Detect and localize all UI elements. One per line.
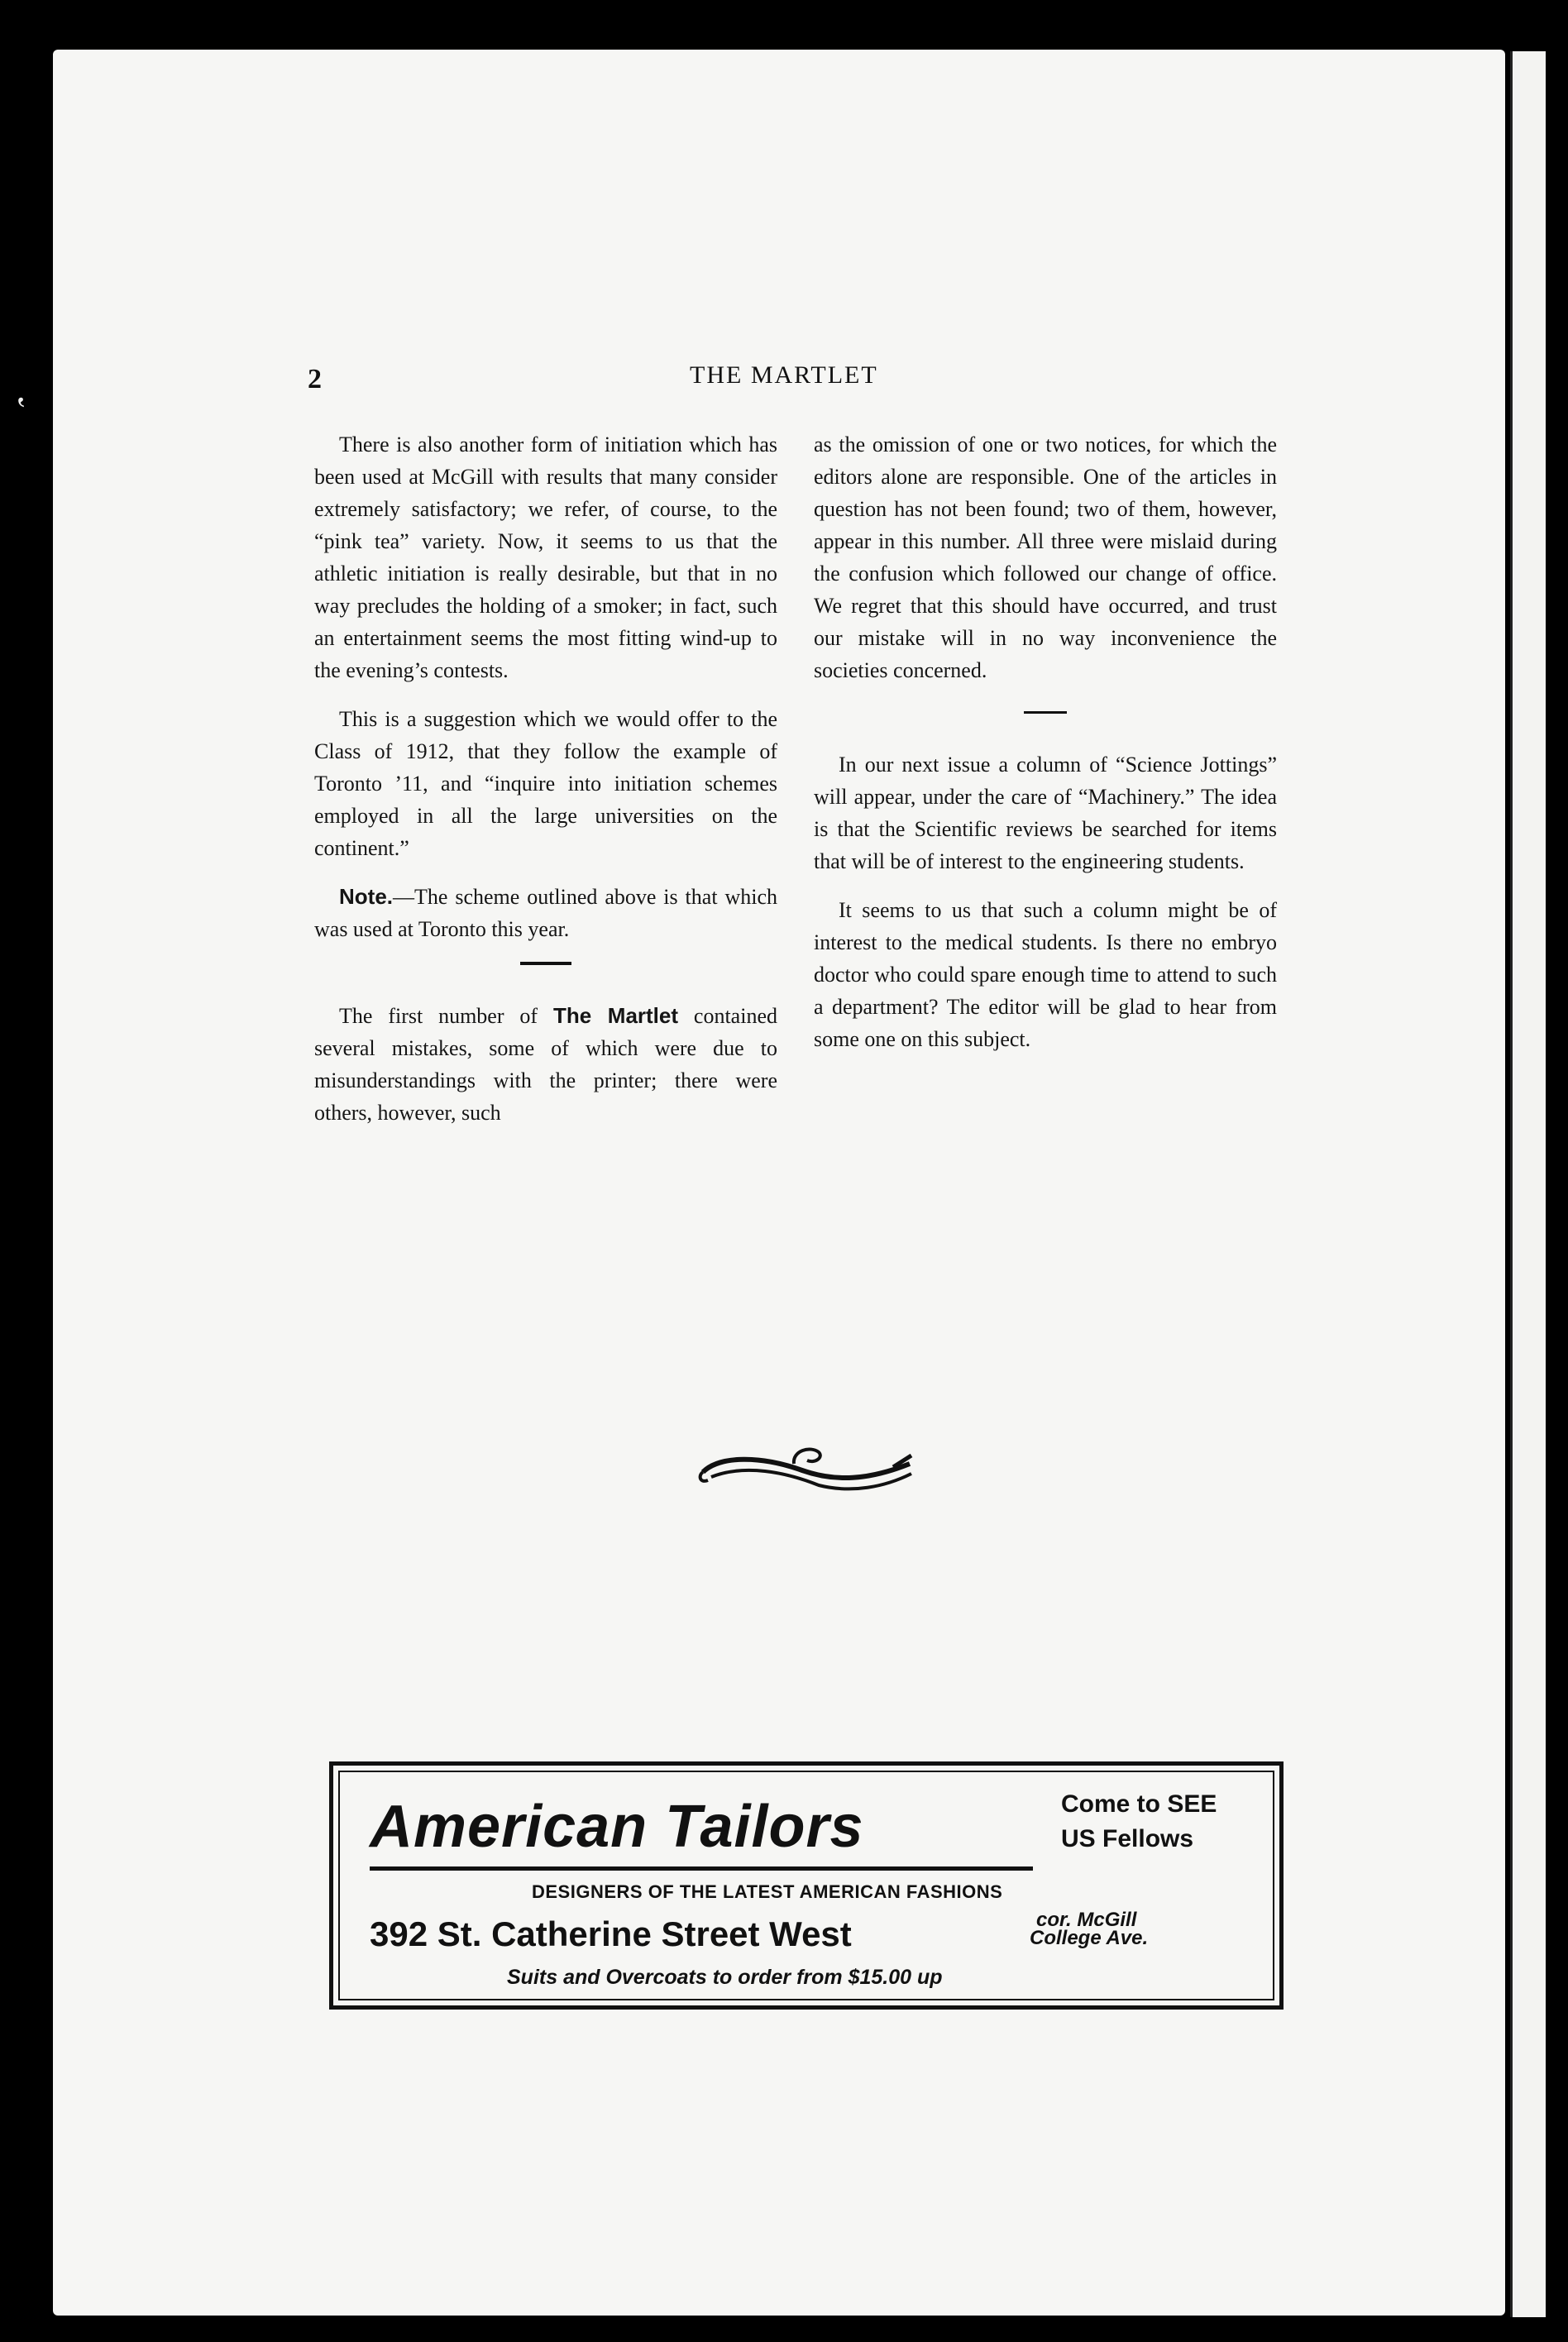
ad-subtitle: DESIGNERS OF THE LATEST AMERICAN FASHIONS — [532, 1881, 1003, 1902]
scan-mark: ‛ — [15, 390, 27, 430]
martlet-name: The Martlet — [552, 1003, 679, 1028]
ad-title-underline — [370, 1866, 1033, 1871]
ad-corner-line-2: College Ave. — [1030, 1927, 1149, 1949]
page-number: 2 — [308, 364, 322, 394]
ad-address: 392 St. Catherine Street West — [370, 1914, 852, 1953]
note-paragraph — [314, 881, 777, 945]
right-paragraph-3: It seems to us that such a column might be of interest to the medical students. Is there no embryo doctor who could spare enough time to attend to such a department? The editor will be glad to hear from some one on this subject. — [814, 898, 1277, 1051]
ornament-flourish-icon — [695, 1439, 918, 1497]
ad-corner-line-1: cor. McGill — [1036, 1909, 1137, 1931]
ad-title: American Tailors — [370, 1794, 864, 1860]
ad-side-line-1: Come to SEE — [1061, 1790, 1217, 1818]
section-divider-right — [1024, 711, 1067, 714]
left-paragraph-1: There is also another form of initiation which has been used at McGill with results that many consider extremely satisfactory; we refer, of course, to the “pink tea” variety. Now, it seems to us that the athletic initiation is really desirable, but that in no way precludes the holding of a smoker; in fact, such an entertainment seems the most fitting wind-up to the evening’s contests. — [314, 433, 777, 682]
para3-text-a: The first number of — [339, 1004, 553, 1028]
left-column — [314, 428, 777, 1145]
ad-side-slogan — [1061, 1787, 1217, 1857]
left-paragraph-2: This is a suggestion which we would offer to the Class of 1912, that they follow the example of Toronto ’11, and “inquire into initiation schemes employed in all the large universities on the continent.” — [314, 707, 777, 860]
next-page-edge — [1510, 51, 1546, 2317]
ad-side-line-2: US Fellows — [1061, 1825, 1194, 1852]
ad-corner-note — [1030, 1911, 1148, 1948]
running-title: THE MARTLET — [690, 361, 878, 389]
note-text: —The scheme outlined above is that which was used at Toronto this year. — [314, 885, 777, 941]
right-paragraph-2: In our next issue a column of “Science Jottings” will appear, under the care of “Machinery.” The idea is that the Scientific reviews be searched for items that will be of interest to the engineering students. — [814, 753, 1277, 873]
advertisement-box — [329, 1761, 1284, 2010]
note-label: Note. — [339, 884, 393, 909]
para3-text-b: contained several mistakes, some of which were due to misunderstandings with the printer; there were others, however, such — [314, 1004, 777, 1125]
section-divider — [520, 962, 571, 965]
right-column — [814, 428, 1277, 1072]
ad-footer: Suits and Overcoats to order from $15.00 up — [507, 1966, 943, 1989]
right-paragraph-1: as the omission of one or two notices, for which the editors alone are responsible. One of the articles in question has not been found; two of them, however, appear in this number. All three were mislaid during the confusion which followed our change of office. We regret that this should have occurred, and trust our mistake will in no way inconvenience the societies concerned. — [814, 433, 1277, 682]
left-paragraph-3 — [314, 1000, 777, 1129]
